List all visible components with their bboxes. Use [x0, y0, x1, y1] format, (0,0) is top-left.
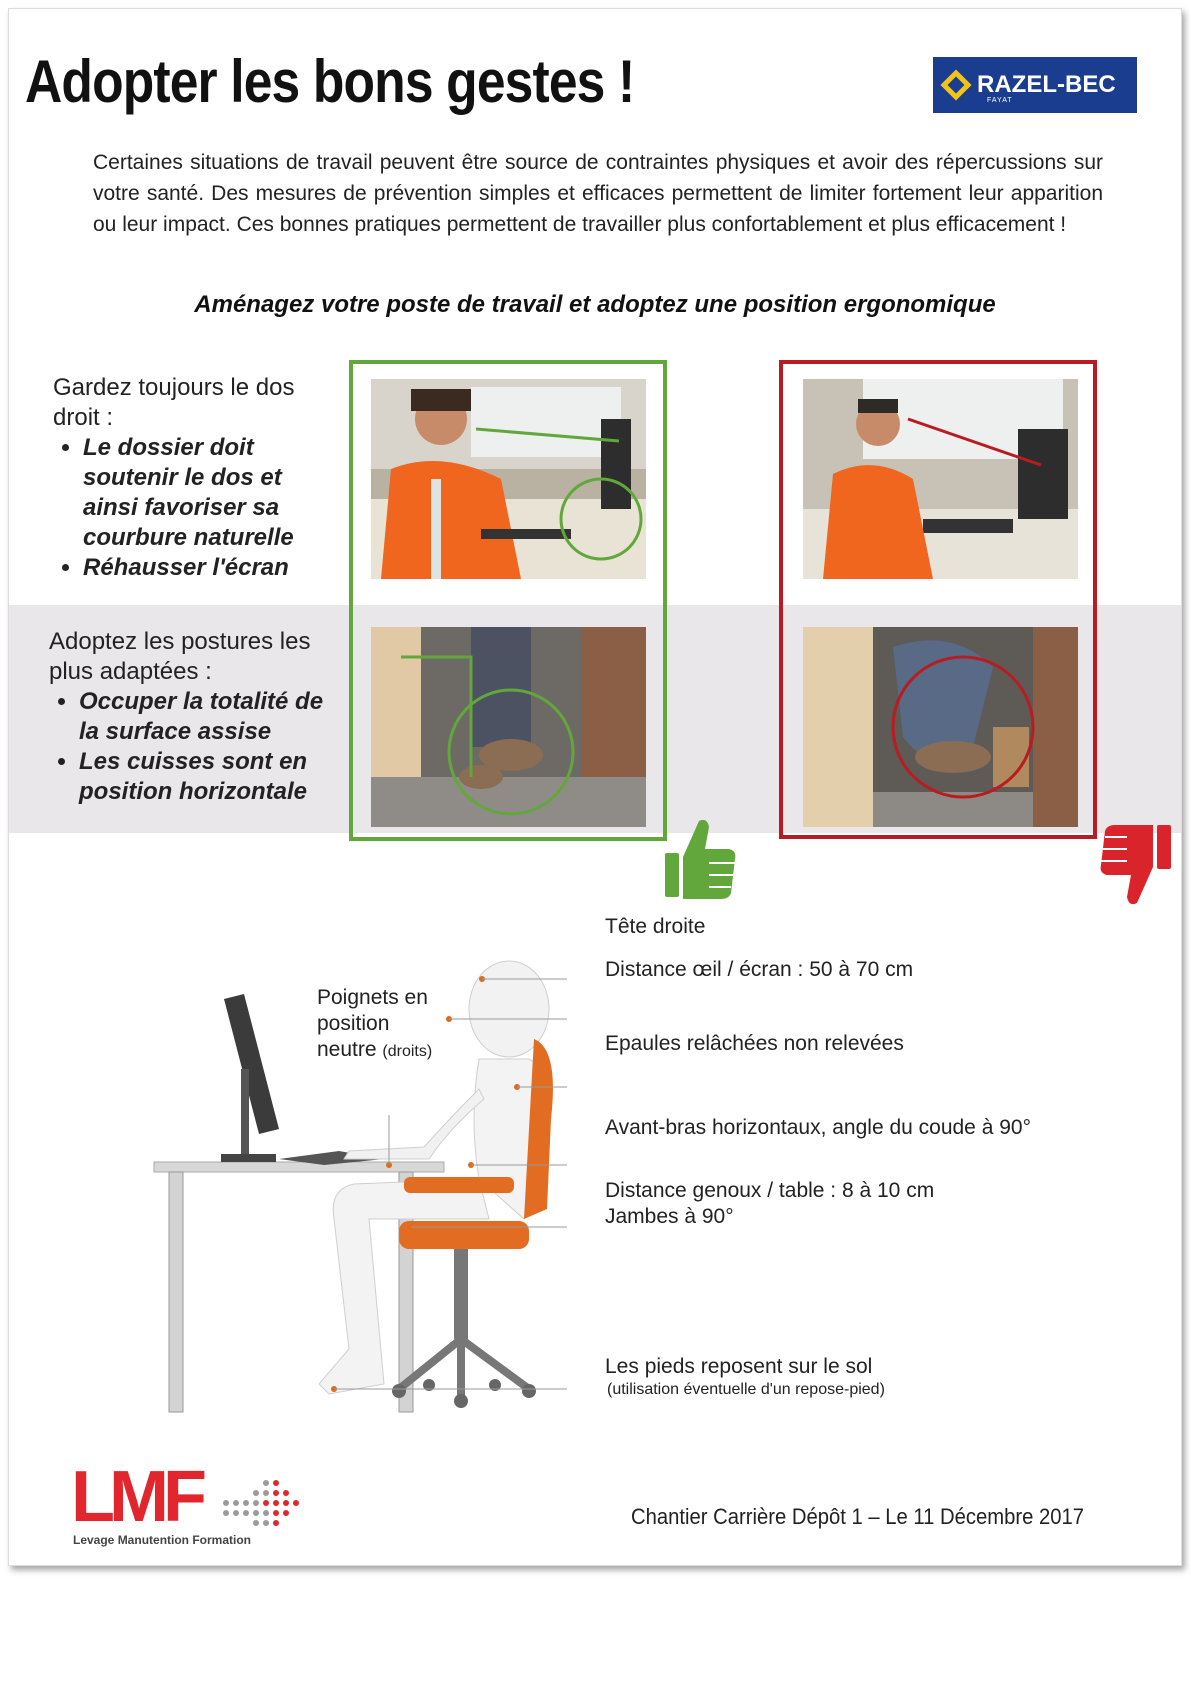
label-eye-distance: Distance œil / écran : 50 à 70 cm	[605, 958, 914, 981]
wrist-line	[317, 1037, 432, 1065]
label-feet-note: (utilisation éventuelle d'un repose-pied)	[607, 1381, 885, 1398]
advice-posture-lead: Adoptez les postures les plus adaptées :	[49, 628, 311, 685]
label-shoulders: Epaules relâchées non relevées	[605, 1032, 904, 1055]
lmf-tagline: Levage Manutention Formation	[73, 1533, 252, 1547]
advice-back-list	[53, 433, 333, 583]
razel-bec-logo	[933, 57, 1137, 113]
label-head: Tête droite	[605, 915, 706, 938]
advice-posture	[49, 627, 349, 807]
advice-posture-list	[49, 687, 349, 807]
lmf-dots-icon	[221, 1473, 321, 1533]
lmf-logo	[71, 1457, 321, 1551]
section-subtitle: Aménagez votre poste de travail et adoptez une position ergonomique	[194, 291, 996, 318]
thumbs-up-icon	[663, 817, 739, 908]
logo-brand: RAZEL-BEC	[977, 71, 1116, 98]
wrist-label	[317, 985, 432, 1065]
advice-back-lead: Gardez toujours le dos droit :	[53, 374, 295, 431]
photo-good-lower	[371, 627, 646, 827]
wrist-line: position	[317, 1012, 390, 1035]
intro-paragraph: Certaines situations de travail peuvent être source de contraintes physiques et avoir des répercussions sur votre santé. Des mesures de prévention simples et efficaces permettent de limiter fortement leur apparition ou leur impact. Ces bonnes pratiques permettent de travailler plus confortablement et plus efficacement !	[93, 151, 1103, 236]
advice-back	[53, 373, 333, 583]
page-title: Adopter les bons gestes !	[25, 48, 635, 115]
lmf-letters: LMF	[71, 1457, 201, 1537]
label-feet: Les pieds reposent sur le sol	[605, 1355, 873, 1378]
label-knees: Distance genoux / table : 8 à 10 cm	[605, 1179, 935, 1202]
photo-bad-upper	[803, 379, 1078, 579]
advice-posture-item: • Occuper la totalité de la surface assise	[79, 687, 349, 747]
wrist-line-small: (droits)	[382, 1043, 433, 1060]
wrist-line-text: neutre	[317, 1038, 377, 1061]
footer-text: Chantier Carrière Dépôt 1 – Le 11 Décembre 2017	[631, 1504, 1085, 1529]
logo-sub: FAYAT	[987, 97, 1013, 104]
poster-page	[8, 8, 1182, 1566]
photo-bad-lower	[803, 627, 1078, 827]
label-forearms: Avant-bras horizontaux, angle du coude à 90°	[605, 1116, 1031, 1139]
photo-good-upper	[371, 379, 646, 579]
wrist-line: Poignets en	[317, 986, 428, 1009]
advice-back-item: • Le dossier doit soutenir le dos et ainsi favoriser sa courbure naturelle	[83, 433, 333, 553]
diamond-logo-icon	[940, 69, 971, 100]
advice-posture-item: • Les cuisses sont en position horizontale	[79, 747, 349, 807]
thumbs-down-icon	[1097, 821, 1173, 912]
advice-back-item: • Réhausser l'écran	[83, 553, 333, 583]
label-legs: Jambes à 90°	[605, 1205, 734, 1228]
